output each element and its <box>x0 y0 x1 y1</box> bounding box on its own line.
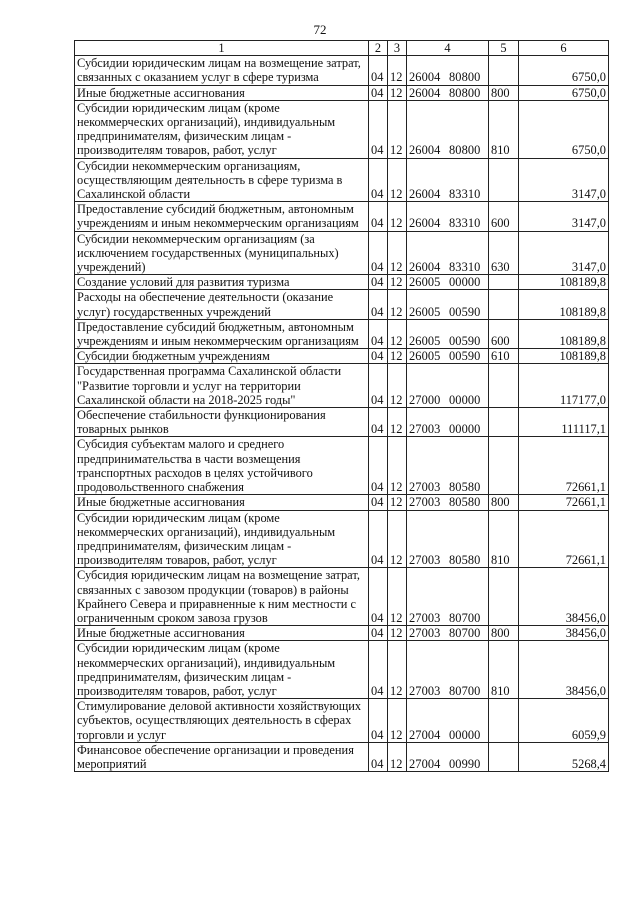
row-name: Субсидии юридическим лицам на возмещение затрат, связанных с оказанием услуг в сфере туризма <box>75 56 369 85</box>
row-name: Субсидии бюджетным учреждениям <box>75 349 369 364</box>
row-target-article-program: 27003 <box>409 495 441 510</box>
table-row <box>75 626 609 641</box>
row-section-code: 04 <box>369 495 388 510</box>
table-row <box>75 85 609 100</box>
row-target-article-direction: 83310 <box>449 260 481 275</box>
row-name: Финансовое обеспечение организации и проведения мероприятий <box>75 742 369 771</box>
row-target-article-direction: 00000 <box>449 275 481 290</box>
row-target-article-direction: 00590 <box>449 349 481 364</box>
row-subsection-code: 12 <box>388 437 407 495</box>
table-row <box>75 100 609 158</box>
row-target-article <box>407 641 489 699</box>
table-row <box>75 699 609 743</box>
row-target-article-program: 26005 <box>409 304 441 319</box>
row-expense-type-code <box>489 437 519 495</box>
row-section-code: 04 <box>369 158 388 202</box>
table-row <box>75 290 609 319</box>
row-target-article <box>407 275 489 290</box>
row-target-article-direction: 80700 <box>449 626 481 641</box>
table-row <box>75 231 609 275</box>
row-expense-type-code: 810 <box>489 641 519 699</box>
row-subsection-code: 12 <box>388 202 407 231</box>
row-subsection-code: 12 <box>388 56 407 85</box>
row-section-code: 04 <box>369 349 388 364</box>
row-section-code: 04 <box>369 231 388 275</box>
row-target-article <box>407 437 489 495</box>
row-target-article-direction: 00000 <box>449 392 481 407</box>
row-target-article-direction: 00590 <box>449 334 481 349</box>
row-expense-type-code <box>489 56 519 85</box>
row-name: Иные бюджетные ассигнования <box>75 626 369 641</box>
row-name: Субсидии юридическим лицам (кроме некоммерческих организаций), индивидуальным предпринимателям, физическим лицам - производителям товаров, работ, услуг <box>75 100 369 158</box>
row-target-article <box>407 319 489 348</box>
row-subsection-code: 12 <box>388 742 407 771</box>
table-row <box>75 641 609 699</box>
row-subsection-code: 12 <box>388 626 407 641</box>
row-target-article-direction: 00590 <box>449 304 481 319</box>
table-row <box>75 158 609 202</box>
row-amount: 108189,8 <box>519 319 609 348</box>
row-target-article-program: 26004 <box>409 187 441 202</box>
row-target-article-program: 26005 <box>409 334 441 349</box>
row-expense-type-code <box>489 568 519 626</box>
budget-table <box>74 40 609 772</box>
row-name: Обеспечение стабильности функционирования товарных рынков <box>75 408 369 437</box>
row-expense-type-code: 600 <box>489 202 519 231</box>
row-amount: 38456,0 <box>519 641 609 699</box>
row-amount: 3147,0 <box>519 158 609 202</box>
row-name: Иные бюджетные ассигнования <box>75 85 369 100</box>
table-row <box>75 364 609 408</box>
row-section-code: 04 <box>369 641 388 699</box>
table-header-row <box>75 41 609 56</box>
row-expense-type-code: 800 <box>489 626 519 641</box>
column-header-expense-type: 5 <box>489 41 519 56</box>
row-target-article <box>407 742 489 771</box>
table-row <box>75 437 609 495</box>
row-subsection-code: 12 <box>388 349 407 364</box>
row-subsection-code: 12 <box>388 85 407 100</box>
row-amount: 108189,8 <box>519 290 609 319</box>
row-subsection-code: 12 <box>388 699 407 743</box>
row-target-article-program: 27004 <box>409 756 441 771</box>
row-target-article-direction: 80800 <box>449 70 481 85</box>
row-amount: 38456,0 <box>519 568 609 626</box>
row-target-article <box>407 510 489 568</box>
row-target-article-program: 27003 <box>409 480 441 495</box>
row-expense-type-code <box>489 158 519 202</box>
row-section-code: 04 <box>369 56 388 85</box>
row-subsection-code: 12 <box>388 231 407 275</box>
row-target-article-direction: 80700 <box>449 683 481 698</box>
row-section-code: 04 <box>369 319 388 348</box>
row-expense-type-code: 810 <box>489 510 519 568</box>
row-subsection-code: 12 <box>388 319 407 348</box>
row-section-code: 04 <box>369 626 388 641</box>
row-subsection-code: 12 <box>388 510 407 568</box>
page-number: 72 <box>313 22 327 37</box>
table-row <box>75 510 609 568</box>
row-amount: 111117,1 <box>519 408 609 437</box>
row-section-code: 04 <box>369 699 388 743</box>
row-name: Предоставление субсидий бюджетным, автономным учреждениям и иным некоммерческим организациям <box>75 319 369 348</box>
table-row <box>75 319 609 348</box>
row-target-article-program: 27003 <box>409 553 441 568</box>
row-expense-type-code: 630 <box>489 231 519 275</box>
row-section-code: 04 <box>369 408 388 437</box>
row-target-article <box>407 100 489 158</box>
row-target-article-direction: 00000 <box>449 422 481 437</box>
row-subsection-code: 12 <box>388 290 407 319</box>
row-name: Иные бюджетные ассигнования <box>75 495 369 510</box>
row-name: Субсидии некоммерческим организациям (за исключением государственных (муниципальных) учреждений) <box>75 231 369 275</box>
row-target-article <box>407 568 489 626</box>
row-section-code: 04 <box>369 100 388 158</box>
table-row <box>75 495 609 510</box>
row-section-code: 04 <box>369 202 388 231</box>
row-target-article-program: 26005 <box>409 275 441 290</box>
column-header-name: 1 <box>75 41 369 56</box>
table-row <box>75 275 609 290</box>
row-amount: 72661,1 <box>519 437 609 495</box>
row-expense-type-code <box>489 699 519 743</box>
row-target-article-direction: 80580 <box>449 480 481 495</box>
column-header-subsection: 3 <box>388 41 407 56</box>
row-subsection-code: 12 <box>388 275 407 290</box>
table-row <box>75 202 609 231</box>
row-target-article-program: 27003 <box>409 626 441 641</box>
row-subsection-code: 12 <box>388 495 407 510</box>
row-target-article-program: 27003 <box>409 610 441 625</box>
table-row <box>75 408 609 437</box>
row-name: Субсидия субъектам малого и среднего предпринимательства в части возмещения транспортных расходов в целях устойчивого продовольственного снабжения <box>75 437 369 495</box>
row-target-article <box>407 231 489 275</box>
row-expense-type-code <box>489 742 519 771</box>
row-target-article <box>407 364 489 408</box>
row-target-article <box>407 202 489 231</box>
row-name: Субсидии юридическим лицам (кроме некоммерческих организаций), индивидуальным предпринимателям, физическим лицам - производителям товаров, работ, услуг <box>75 510 369 568</box>
row-amount: 108189,8 <box>519 275 609 290</box>
row-target-article <box>407 626 489 641</box>
row-subsection-code: 12 <box>388 408 407 437</box>
row-subsection-code: 12 <box>388 641 407 699</box>
row-amount: 72661,1 <box>519 495 609 510</box>
row-amount: 6750,0 <box>519 100 609 158</box>
row-expense-type-code <box>489 290 519 319</box>
row-section-code: 04 <box>369 290 388 319</box>
row-name: Субсидии юридическим лицам (кроме некоммерческих организаций), индивидуальным предпринимателям, физическим лицам - производителям товаров, работ, услуг <box>75 641 369 699</box>
row-target-article-program: 26004 <box>409 260 441 275</box>
row-target-article-direction: 80580 <box>449 553 481 568</box>
row-subsection-code: 12 <box>388 100 407 158</box>
row-target-article <box>407 495 489 510</box>
row-amount: 117177,0 <box>519 364 609 408</box>
row-target-article <box>407 699 489 743</box>
row-expense-type-code: 810 <box>489 100 519 158</box>
row-section-code: 04 <box>369 568 388 626</box>
column-header-section: 2 <box>369 41 388 56</box>
column-header-amount: 6 <box>519 41 609 56</box>
row-target-article <box>407 290 489 319</box>
table-row <box>75 742 609 771</box>
row-expense-type-code: 800 <box>489 85 519 100</box>
row-name: Субсидии некоммерческим организациям, осуществляющим деятельность в сфере туризма в Сахалинской области <box>75 158 369 202</box>
row-expense-type-code <box>489 364 519 408</box>
row-target-article-direction: 80800 <box>449 143 481 158</box>
row-subsection-code: 12 <box>388 568 407 626</box>
table-row <box>75 56 609 85</box>
row-name: Субсидия юридическим лицам на возмещение затрат, связанных с завозом продукции (товаров) в районы Крайнего Севера и приравненные к ним местности с ограниченным сроком завоза грузов <box>75 568 369 626</box>
column-header-target-article: 4 <box>407 41 489 56</box>
row-target-article-direction: 83310 <box>449 187 481 202</box>
row-subsection-code: 12 <box>388 364 407 408</box>
row-section-code: 04 <box>369 510 388 568</box>
row-target-article-program: 27004 <box>409 727 441 742</box>
row-name: Расходы на обеспечение деятельности (оказание услуг) государственных учреждений <box>75 290 369 319</box>
row-expense-type-code: 800 <box>489 495 519 510</box>
table-row <box>75 568 609 626</box>
row-amount: 3147,0 <box>519 231 609 275</box>
row-target-article <box>407 158 489 202</box>
row-target-article-program: 26004 <box>409 70 441 85</box>
table-row <box>75 349 609 364</box>
row-subsection-code: 12 <box>388 158 407 202</box>
row-amount: 72661,1 <box>519 510 609 568</box>
row-expense-type-code <box>489 408 519 437</box>
row-target-article-direction: 00000 <box>449 727 481 742</box>
row-target-article-direction: 80580 <box>449 495 481 510</box>
row-amount: 6059,9 <box>519 699 609 743</box>
row-amount: 5268,4 <box>519 742 609 771</box>
row-name: Создание условий для развития туризма <box>75 275 369 290</box>
row-target-article-program: 27000 <box>409 392 441 407</box>
row-target-article-program: 26004 <box>409 85 441 100</box>
row-name: Стимулирование деловой активности хозяйствующих субъектов, осуществляющих деятельность в сферах торговли и услуг <box>75 699 369 743</box>
table-body <box>75 56 609 772</box>
row-target-article <box>407 56 489 85</box>
row-section-code: 04 <box>369 742 388 771</box>
row-section-code: 04 <box>369 364 388 408</box>
row-expense-type-code: 600 <box>489 319 519 348</box>
row-target-article <box>407 408 489 437</box>
row-target-article-program: 26004 <box>409 143 441 158</box>
row-amount: 108189,8 <box>519 349 609 364</box>
row-target-article-program: 26004 <box>409 216 441 231</box>
row-target-article-program: 27003 <box>409 422 441 437</box>
row-target-article <box>407 85 489 100</box>
row-section-code: 04 <box>369 85 388 100</box>
row-amount: 6750,0 <box>519 56 609 85</box>
row-amount: 38456,0 <box>519 626 609 641</box>
row-section-code: 04 <box>369 275 388 290</box>
row-expense-type-code <box>489 275 519 290</box>
row-target-article-direction: 83310 <box>449 216 481 231</box>
row-target-article-program: 27003 <box>409 683 441 698</box>
row-target-article-program: 26005 <box>409 349 441 364</box>
row-section-code: 04 <box>369 437 388 495</box>
row-target-article-direction: 80700 <box>449 610 481 625</box>
row-expense-type-code: 610 <box>489 349 519 364</box>
row-name: Государственная программа Сахалинской области "Развитие торговли и услуг на территории Сахалинской области на 2018-2025 годы" <box>75 364 369 408</box>
row-target-article-direction: 00990 <box>449 756 481 771</box>
row-target-article <box>407 349 489 364</box>
row-target-article-direction: 80800 <box>449 85 481 100</box>
row-name: Предоставление субсидий бюджетным, автономным учреждениям и иным некоммерческим организациям <box>75 202 369 231</box>
row-amount: 3147,0 <box>519 202 609 231</box>
row-amount: 6750,0 <box>519 85 609 100</box>
